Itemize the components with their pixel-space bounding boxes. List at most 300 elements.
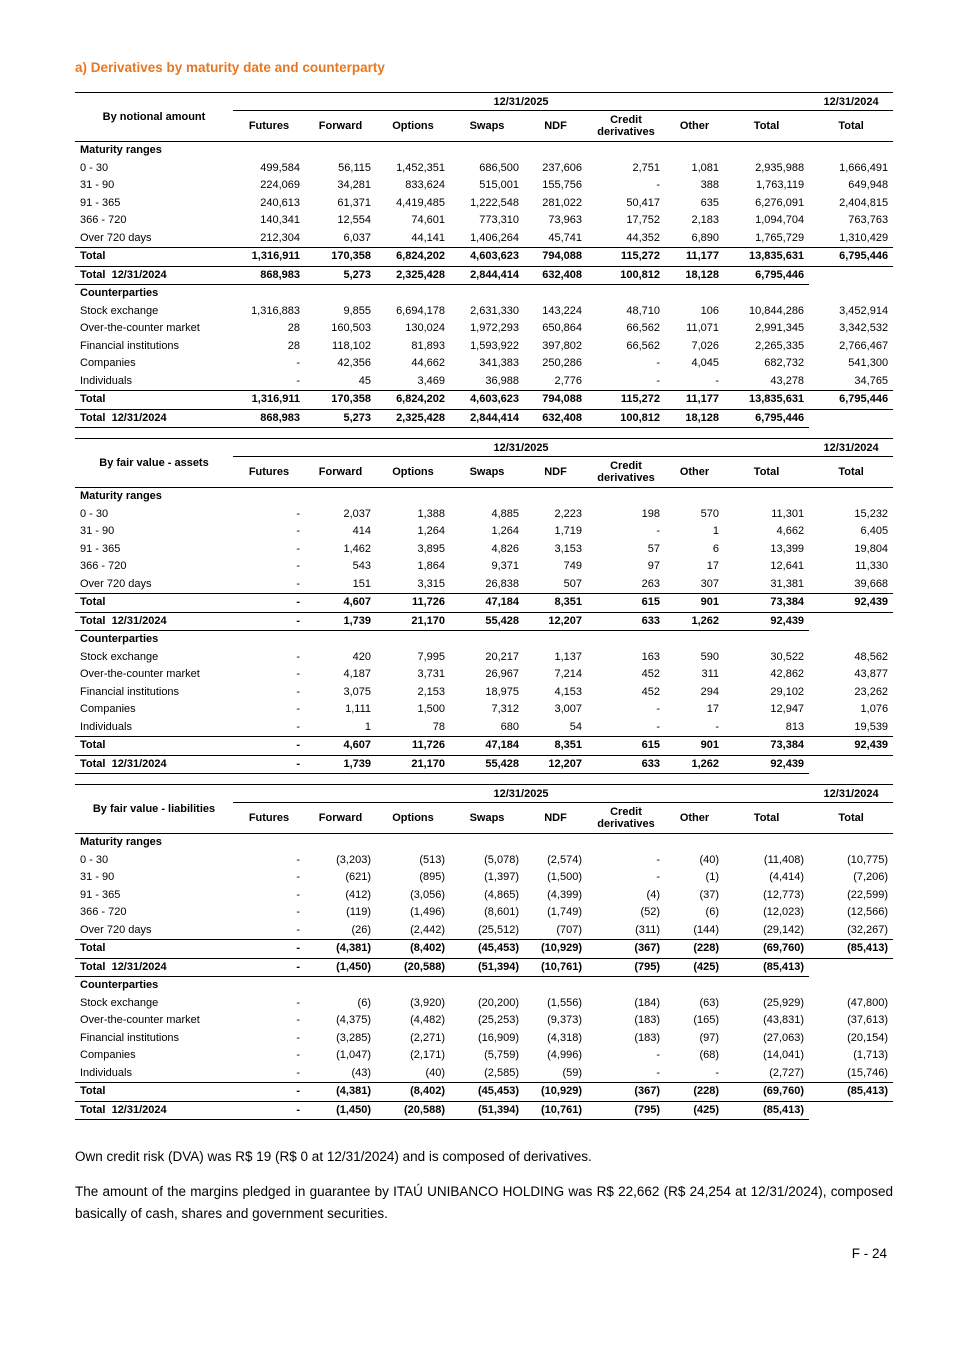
cell-value: 6,405 (860, 525, 889, 538)
cell-value: (2,271) (410, 1031, 445, 1044)
cell-value: (20,154) (847, 1031, 889, 1044)
cell-value: (3,285) (336, 1031, 371, 1044)
column-header: Forward (305, 803, 376, 834)
cell-value: - (656, 853, 660, 866)
cell-value: (183) (634, 1031, 660, 1044)
cell-value: 1,666,491 (839, 161, 889, 174)
cell-value: 682,732 (764, 357, 805, 370)
row-label: Individuals (80, 720, 132, 733)
cell-value: (2,442) (410, 923, 445, 936)
table-row (75, 631, 893, 649)
cell-value: (26) (351, 923, 371, 936)
cell-value: 4,187 (343, 668, 371, 681)
cell-value: (311) (635, 923, 660, 936)
row-label: Total 12/31/2024 (75, 1101, 233, 1120)
cell-value (233, 631, 305, 649)
column-header: Options (376, 111, 450, 142)
cell-value: - (296, 542, 300, 555)
cell-value: 13,835,631 (724, 391, 809, 410)
cell-value: - (296, 720, 300, 733)
table-row (75, 177, 893, 195)
cell-value: 11,330 (855, 560, 889, 573)
cell-value: 388 (700, 179, 719, 192)
row-label: Over 720 days (80, 923, 152, 936)
cell-value: 237,606 (542, 161, 582, 174)
column-header: Credit derivatives (587, 457, 665, 488)
cell-value: 74,601 (411, 214, 445, 227)
cell-value: 901 (665, 737, 724, 756)
cell-value: 2,776 (554, 374, 582, 387)
table-row (75, 320, 893, 338)
cell-value: 2,265,335 (755, 339, 805, 352)
cell-value: 1,094,704 (755, 214, 805, 227)
cell-value: 66,562 (626, 322, 660, 335)
cell-value: (11,408) (763, 853, 805, 866)
cell-value: 250,286 (542, 357, 582, 370)
table-row (75, 684, 893, 702)
cell-value: 26,967 (485, 668, 519, 681)
cell-value: 763,763 (848, 214, 889, 227)
column-header: NDF (524, 457, 587, 488)
cell-value: 1,972,293 (470, 322, 519, 335)
cell-value: - (296, 685, 300, 698)
cell-value: 543 (352, 560, 371, 573)
cell-value (524, 834, 587, 852)
cell-value: 92,439 (809, 594, 893, 613)
column-header: Options (376, 457, 450, 488)
cell-value: (29,142) (763, 923, 805, 936)
period-header-row (75, 785, 893, 803)
cell-value: 649,948 (848, 179, 889, 192)
row-label: Total 12/31/2024 (75, 958, 233, 977)
cell-value (233, 834, 305, 852)
cell-value: 17 (706, 560, 719, 573)
cell-value: 2,935,988 (755, 161, 805, 174)
cell-value: 36,988 (485, 374, 519, 387)
cell-value (587, 488, 665, 506)
cell-value: 56,115 (338, 161, 371, 174)
cell-value: 73,384 (724, 594, 809, 613)
cell-value: (707) (556, 923, 582, 936)
cell-value: - (296, 560, 300, 573)
cell-value: 45 (358, 374, 371, 387)
cell-value: 8,351 (524, 737, 587, 756)
cell-value: (425) (665, 958, 724, 977)
column-header: Total (809, 457, 893, 488)
cell-value: 1,316,883 (251, 304, 300, 317)
cell-value: 92,439 (724, 755, 809, 774)
cell-value: (621) (345, 871, 371, 884)
cell-value: 4,885 (491, 507, 519, 520)
cell-value: 7,214 (554, 668, 582, 681)
cell-value: (10,761) (524, 1101, 587, 1120)
cell-value (665, 977, 724, 995)
table-row (75, 1012, 893, 1030)
cell-value: - (296, 1031, 300, 1044)
cell-value: 2,844,414 (450, 266, 524, 285)
cell-value: (8,402) (376, 1083, 450, 1102)
table-row (75, 142, 893, 160)
cell-value: 28 (287, 322, 300, 335)
cell-value: (40) (699, 853, 719, 866)
period-2024-header: 12/31/2024 (809, 93, 893, 111)
cell-value: 749 (563, 560, 582, 573)
cell-value: - (656, 179, 660, 192)
row-label: Total (75, 594, 233, 613)
column-header: Other (665, 457, 724, 488)
cell-value: 17,752 (626, 214, 660, 227)
row-label: Companies (80, 1049, 136, 1062)
cell-value: (1,749) (547, 906, 582, 919)
cell-value: - (656, 1049, 660, 1062)
cell-value: - (296, 853, 300, 866)
cell-value: (4,381) (305, 1083, 376, 1102)
cell-value: (22,599) (847, 888, 889, 901)
cell-value: 2,631,330 (470, 304, 519, 317)
cell-value: (52) (640, 906, 660, 919)
row-label: Total (75, 248, 233, 267)
cell-value: 1,388 (417, 507, 445, 520)
notional-amount-table (75, 92, 893, 428)
cell-value: 452 (641, 685, 660, 698)
cell-value: 1,137 (554, 650, 582, 663)
cell-value: (10,929) (524, 1083, 587, 1102)
row-label: Over 720 days (80, 577, 152, 590)
cell-value: 813 (785, 720, 805, 733)
cell-value: - (296, 650, 300, 663)
cell-value: (85,413) (809, 940, 893, 959)
cell-value: 1,763,119 (755, 179, 805, 192)
cell-value: 1,310,429 (839, 231, 889, 244)
cell-value: (2,171) (410, 1049, 445, 1062)
cell-value: (12,023) (763, 906, 805, 919)
cell-value: (15,746) (847, 1066, 889, 1079)
table-row (75, 523, 893, 541)
cell-value: 4,045 (691, 357, 719, 370)
cell-value: - (233, 940, 305, 959)
table-row (75, 737, 893, 756)
table-row (75, 409, 893, 428)
cell-value: (4,996) (547, 1049, 582, 1062)
cell-value (724, 285, 809, 303)
cell-value: 73,384 (724, 737, 809, 756)
cell-value: - (296, 357, 300, 370)
cell-value (809, 612, 893, 631)
period-header-row (75, 439, 893, 457)
cell-value (587, 977, 665, 995)
row-label: Total 12/31/2024 (75, 266, 233, 285)
table-row (75, 1083, 893, 1102)
cell-value (724, 142, 809, 160)
cell-value (809, 958, 893, 977)
cell-value: 13,835,631 (724, 248, 809, 267)
cell-value: (1,556) (547, 996, 582, 1009)
cell-value: 1,264 (491, 525, 519, 538)
cell-value: 1,262 (665, 612, 724, 631)
cell-value: (7,206) (853, 871, 889, 884)
cell-value: (8,402) (376, 940, 450, 959)
cell-value (724, 488, 809, 506)
row-label: Financial institutions (80, 1031, 180, 1044)
cell-value (665, 285, 724, 303)
cell-value: (32,267) (847, 923, 889, 936)
cell-value: (40) (425, 1066, 445, 1079)
row-label: Total 12/31/2024 (75, 755, 233, 774)
cell-value: 106 (700, 304, 719, 317)
cell-value: (27,063) (763, 1031, 805, 1044)
cell-value (524, 631, 587, 649)
cell-value (376, 834, 450, 852)
table-row (75, 160, 893, 178)
cell-value: 397,802 (542, 339, 582, 352)
cell-value: 18,128 (665, 266, 724, 285)
row-label: Total (75, 737, 233, 756)
cell-value: - (656, 703, 660, 716)
cell-value: 4,603,623 (450, 391, 524, 410)
cell-value: 155,756 (542, 179, 582, 192)
table-row (75, 373, 893, 391)
cell-value: 1,739 (305, 755, 376, 774)
cell-value: 1,316,911 (233, 248, 305, 267)
notional-amount-table-container (75, 92, 893, 428)
table-row (75, 212, 893, 230)
cell-value: - (296, 703, 300, 716)
cell-value: - (296, 525, 300, 538)
table-row (75, 958, 893, 977)
row-label: Stock exchange (80, 304, 159, 317)
cell-value: 2,325,428 (376, 266, 450, 285)
cell-value: (16,909) (478, 1031, 519, 1044)
cell-value: - (296, 1066, 300, 1079)
cell-value: 2,325,428 (376, 409, 450, 428)
cell-value: (4,318) (547, 1031, 582, 1044)
cell-value: (1,047) (336, 1049, 371, 1062)
cell-value: 420 (352, 650, 371, 663)
cell-value: 2,223 (554, 507, 582, 520)
cell-value: (20,200) (478, 996, 519, 1009)
row-label: 91 - 365 (80, 542, 121, 555)
table-row (75, 666, 893, 684)
row-label: 91 - 365 (80, 888, 121, 901)
cell-value (587, 142, 665, 160)
cell-value: (10,775) (847, 853, 889, 866)
cell-value: 570 (700, 507, 719, 520)
cell-value: (43,831) (763, 1014, 805, 1027)
cell-value: 6,276,091 (755, 196, 805, 209)
cell-value: (25,929) (763, 996, 805, 1009)
cell-value (809, 285, 893, 303)
cell-value (376, 977, 450, 995)
cell-value: (795) (587, 1101, 665, 1120)
cell-value: (4) (646, 888, 660, 901)
column-header: Total (724, 803, 809, 834)
cell-value (587, 834, 665, 852)
cell-value: 4,607 (305, 594, 376, 613)
cell-value (450, 834, 524, 852)
cell-value: 1,500 (417, 703, 445, 716)
row-label: 31 - 90 (80, 179, 115, 192)
cell-value: (119) (346, 906, 371, 919)
table-row (75, 391, 893, 410)
column-header: Options (376, 803, 450, 834)
cell-value: (6) (357, 996, 371, 1009)
cell-value: 1,864 (417, 560, 445, 573)
cell-value: (2,727) (769, 1066, 805, 1079)
cell-value: - (296, 374, 300, 387)
cell-value: (20,588) (376, 1101, 450, 1120)
cell-value: 47,184 (450, 594, 524, 613)
cell-value: (1,496) (410, 906, 445, 919)
table-row (75, 1101, 893, 1120)
table-row (75, 576, 893, 594)
cell-value: 3,075 (343, 685, 371, 698)
cell-value: 2,153 (417, 685, 445, 698)
cell-value: - (296, 923, 300, 936)
period-2025-header: 12/31/2025 (233, 93, 809, 111)
cell-value: 130,024 (405, 322, 445, 335)
cell-value: 10,844,286 (749, 304, 805, 317)
cell-value: 12,947 (770, 703, 805, 716)
row-label: Total (75, 940, 233, 959)
cell-value: 794,088 (524, 248, 587, 267)
cell-value: 45,741 (548, 231, 582, 244)
cell-value: 794,088 (524, 391, 587, 410)
cell-value: 21,170 (376, 612, 450, 631)
cell-value: 615 (587, 594, 665, 613)
cell-value: 44,662 (411, 357, 445, 370)
cell-value: 29,102 (770, 685, 805, 698)
cell-value: (69,760) (724, 1083, 809, 1102)
cell-value: 47,184 (450, 737, 524, 756)
cell-value: - (296, 871, 300, 884)
cell-value: 6,694,178 (396, 304, 445, 317)
cell-value: - (715, 1066, 719, 1079)
cell-value: 11,071 (686, 322, 719, 335)
row-label: Companies (80, 703, 136, 716)
cell-value: 34,765 (854, 374, 889, 387)
cell-value: 1,316,911 (233, 391, 305, 410)
cell-value (305, 142, 376, 160)
cell-value: 170,358 (305, 248, 376, 267)
table-row (75, 1030, 893, 1048)
row-label: Total (75, 391, 233, 410)
row-label: Individuals (80, 1066, 132, 1079)
cell-value: (228) (665, 940, 724, 959)
table-row (75, 649, 893, 667)
cell-value: 294 (700, 685, 719, 698)
cell-value: 901 (665, 594, 724, 613)
table-caption: By fair value - liabilities (75, 785, 233, 834)
cell-value: - (656, 374, 660, 387)
cell-value: (6) (705, 906, 719, 919)
period-2024-header: 12/31/2024 (809, 439, 893, 457)
column-header: Credit derivatives (587, 803, 665, 834)
table-row (75, 195, 893, 213)
cell-value: - (715, 720, 719, 733)
table-row (75, 541, 893, 559)
column-header: Total (809, 803, 893, 834)
cell-value: 868,983 (233, 409, 305, 428)
cell-value (809, 409, 893, 428)
cell-value (450, 285, 524, 303)
row-label: 366 - 720 (80, 214, 127, 227)
cell-value (724, 977, 809, 995)
cell-value: 414 (352, 525, 371, 538)
cell-value (809, 1101, 893, 1120)
table-row (75, 230, 893, 248)
cell-value: 240,613 (260, 196, 300, 209)
column-header: Other (665, 111, 724, 142)
cell-value (305, 488, 376, 506)
paragraph-margins-pledged: The amount of the margins pledged in guarantee by ITAÚ UNIBANCO HOLDING was R$ 22,662 (R$ 24,254 at 12/31/2024), composed basically of cash, shares and government securities. (75, 1184, 893, 1221)
row-label: Total 12/31/2024 (75, 612, 233, 631)
row-label: 366 - 720 (80, 560, 127, 573)
cell-value: 6,795,446 (724, 409, 809, 428)
cell-value: 9,371 (491, 560, 519, 573)
cell-value: 311 (701, 668, 719, 681)
cell-value (524, 488, 587, 506)
cell-value: (45,453) (450, 940, 524, 959)
cell-value: - (233, 594, 305, 613)
cell-value (305, 631, 376, 649)
cell-value: 18,128 (665, 409, 724, 428)
cell-value: 1,264 (417, 525, 445, 538)
table-row (75, 488, 893, 506)
cell-value: 4,153 (554, 685, 582, 698)
cell-value: 163 (641, 650, 660, 663)
cell-value: 54 (569, 720, 582, 733)
cell-value: 1,765,729 (755, 231, 805, 244)
cell-value: 1,452,351 (396, 161, 445, 174)
column-header: Forward (305, 111, 376, 142)
row-label: 31 - 90 (80, 525, 115, 538)
cell-value: (59) (562, 1066, 582, 1079)
period-2024-header: 12/31/2024 (809, 785, 893, 803)
content-area (75, 60, 893, 1238)
row-label: Companies (80, 357, 136, 370)
cell-value: 6,795,446 (809, 391, 893, 410)
cell-value: (47,800) (847, 996, 889, 1009)
cell-value: 50,417 (626, 196, 660, 209)
cell-value: 11,177 (665, 248, 724, 267)
column-header: Other (665, 803, 724, 834)
cell-value: (1) (705, 871, 719, 884)
row-label: Over-the-counter market (80, 1014, 200, 1027)
cell-value: 635 (700, 196, 719, 209)
cell-value: 48,710 (626, 304, 660, 317)
cell-value: - (296, 668, 300, 681)
row-label: Stock exchange (80, 650, 159, 663)
table-row (75, 1047, 893, 1065)
cell-value: - (296, 996, 300, 1009)
row-label: Over-the-counter market (80, 668, 200, 681)
cell-value (665, 631, 724, 649)
cell-value: 1 (712, 525, 719, 538)
cell-value: (68) (699, 1049, 719, 1062)
table-row (75, 755, 893, 774)
cell-value: 6,795,446 (724, 266, 809, 285)
table-row (75, 285, 893, 303)
cell-value: 9,855 (343, 304, 371, 317)
cell-value: (795) (587, 958, 665, 977)
cell-value: (4,375) (336, 1014, 371, 1027)
fair-value-assets-table-container (75, 438, 893, 774)
cell-value: 5,273 (305, 409, 376, 428)
row-label: Counterparties (80, 979, 159, 992)
cell-value: 23,262 (854, 685, 889, 698)
row-label: 31 - 90 (80, 871, 115, 884)
cell-value (724, 631, 809, 649)
